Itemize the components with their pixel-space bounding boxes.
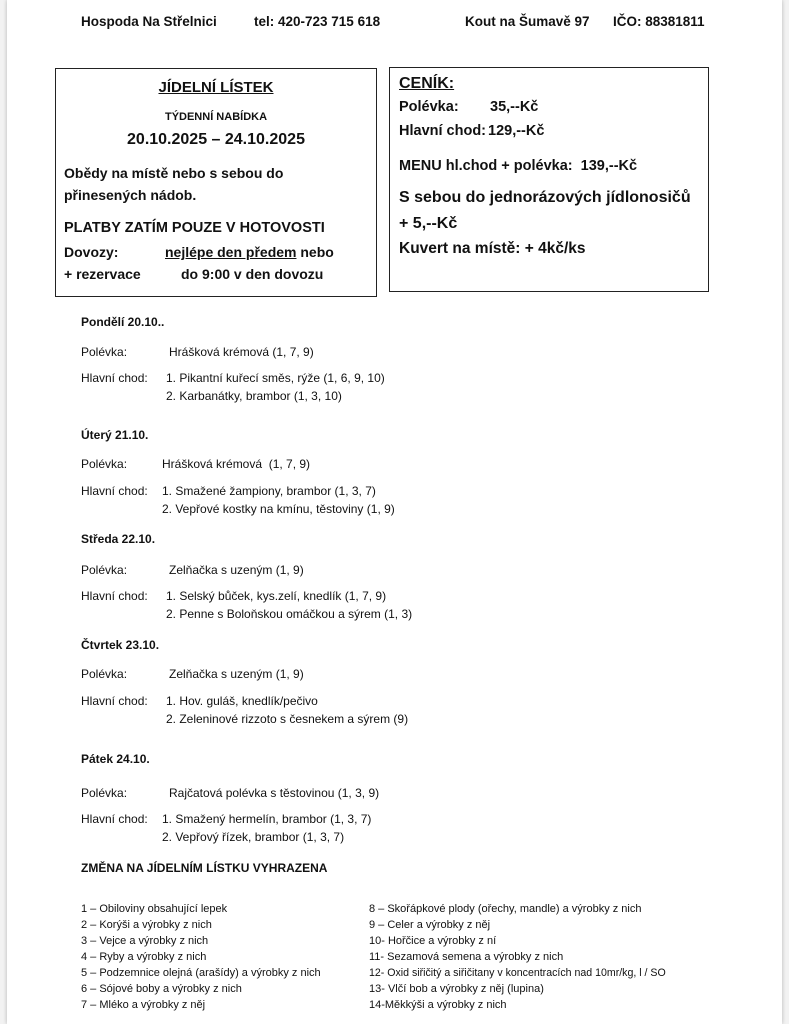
soup-label: Polévka: <box>81 345 128 359</box>
wednesday-main-1: 1. Selský bůček, kys.zelí, knedlík (1, 7, 9) <box>166 589 387 603</box>
day-friday: Pátek 24.10. <box>81 752 150 766</box>
day-monday: Pondělí 20.10.. <box>81 315 165 329</box>
soup-label: Polévka: <box>81 457 128 471</box>
soup-label: Polévka: <box>81 667 128 681</box>
tuesday-main-2: 2. Vepřové kostky na kmínu, těstoviny (1, 9) <box>162 502 395 516</box>
monday-main-1: 1. Pikantní kuřecí směs, rýže (1, 6, 9, 10) <box>166 371 385 385</box>
delivery-label: Dovozy: <box>64 244 119 260</box>
reservation-text: do 9:00 v den dovozu <box>181 266 324 282</box>
wednesday-soup: Zelňačka s uzeným (1, 9) <box>169 563 304 577</box>
allergen-item: 5 – Podzemnice olejná (arašídy) a výrobky z nich <box>81 967 321 979</box>
reservation-label: + rezervace <box>64 266 141 282</box>
allergen-item: 11- Sezamová semena a výrobky z nich <box>369 951 564 963</box>
delivery-text-rest: nebo <box>300 244 334 260</box>
soup-price: 35,--Kč <box>490 99 539 115</box>
allergen-item: 7 – Mléko a výrobky z něj <box>81 999 206 1011</box>
menu-combo-price: MENU hl.chod + polévka: 139,--Kč <box>399 158 638 174</box>
allergen-item: 12- Oxid siřičitý a siřičitany v koncentracích nad 10mr/kg, l / SO <box>369 967 666 979</box>
tuesday-main-1: 1. Smažené žampiony, brambor (1, 3, 7) <box>162 484 376 498</box>
allergen-item: 1 – Obiloviny obsahující lepek <box>81 903 228 915</box>
menu-change-notice: ZMĚNA NA JÍDELNÍM LÍSTKU VYHRAZENA <box>81 861 328 875</box>
thursday-main-2: 2. Zeleninové rizzoto s česnekem a sýrem (9) <box>166 712 409 726</box>
allergen-item: 9 – Celer a výrobky z něj <box>369 919 491 931</box>
allergen-item: 3 – Vejce a výrobky z nich <box>81 935 209 947</box>
menu-dates: 20.10.2025 – 24.10.2025 <box>127 131 305 148</box>
soup-price-label: Polévka: <box>399 99 459 115</box>
allergen-item: 8 – Skořápkové plody (ořechy, mandle) a výrobky z nich <box>369 903 642 915</box>
delivery-text <box>165 244 334 260</box>
allergen-item: 6 – Sójové boby a výrobky z nich <box>81 983 242 995</box>
price-title: CENÍK: <box>399 75 455 92</box>
allergen-item: 14-Měkkýši a výrobky z nich <box>369 999 507 1011</box>
monday-soup: Hrášková krémová (1, 7, 9) <box>169 345 314 359</box>
friday-soup: Rajčatová polévka s těstovinou (1, 3, 9) <box>169 786 380 800</box>
monday-main-2: 2. Karbanátky, brambor (1, 3, 10) <box>166 389 342 403</box>
cover-charge: Kuvert na místě: + 4kč/ks <box>399 240 586 257</box>
menu-page <box>7 0 782 1024</box>
menu-title: JÍDELNÍ LÍSTEK <box>158 79 274 96</box>
main-price: 129,--Kč <box>488 123 545 139</box>
takeaway-line2: + 5,--Kč <box>399 215 458 232</box>
soup-label: Polévka: <box>81 563 128 577</box>
soup-label: Polévka: <box>81 786 128 800</box>
takeaway-line1: S sebou do jednorázových jídlonosičů <box>399 189 691 206</box>
menu-info-line1: Obědy na místě nebo s sebou do <box>64 165 284 181</box>
main-label: Hlavní chod: <box>81 484 148 498</box>
thursday-main-1: 1. Hov. guláš, knedlík/pečivo <box>166 694 318 708</box>
allergen-item: 13- Vlčí bob a výrobky z něj (lupina) <box>369 983 544 995</box>
restaurant-name: Hospoda Na Střelnici <box>81 14 217 29</box>
main-label: Hlavní chod: <box>81 694 148 708</box>
day-wednesday: Středa 22.10. <box>81 532 156 546</box>
price-list-box <box>389 67 709 292</box>
friday-main-1: 1. Smažený hermelín, brambor (1, 3, 7) <box>162 812 372 826</box>
restaurant-phone: tel: 420-723 715 618 <box>254 14 381 29</box>
restaurant-ico: IČO: 88381811 <box>613 14 705 29</box>
wednesday-main-2: 2. Penne s Boloňskou omáčkou a sýrem (1, 3) <box>166 607 413 621</box>
menu-subtitle: TÝDENNÍ NABÍDKA <box>164 111 268 123</box>
delivery-text-underlined: nejlépe den předem <box>165 244 297 260</box>
main-label: Hlavní chod: <box>81 371 148 385</box>
tuesday-soup: Hrášková krémová (1, 7, 9) <box>162 457 311 471</box>
main-price-label: Hlavní chod: <box>399 123 487 139</box>
allergen-item: 4 – Ryby a výrobky z nich <box>81 951 207 963</box>
main-label: Hlavní chod: <box>81 589 148 603</box>
day-thursday: Čtvrtek 23.10. <box>81 638 160 652</box>
thursday-soup: Zelňačka s uzeným (1, 9) <box>169 667 304 681</box>
menu-info-line2: přinesených nádob. <box>64 187 197 203</box>
payment-notice: PLATBY ZATÍM POUZE V HOTOVOSTI <box>64 220 325 236</box>
main-label: Hlavní chod: <box>81 812 148 826</box>
restaurant-address: Kout na Šumavě 97 <box>465 14 590 29</box>
allergen-item: 2 – Korýši a výrobky z nich <box>81 919 212 931</box>
menu-info-box <box>55 68 377 297</box>
friday-main-2: 2. Vepřový řízek, brambor (1, 3, 7) <box>162 830 345 844</box>
day-tuesday: Úterý 21.10. <box>81 428 149 442</box>
allergen-item: 10- Hořčice a výrobky z ní <box>369 935 497 947</box>
